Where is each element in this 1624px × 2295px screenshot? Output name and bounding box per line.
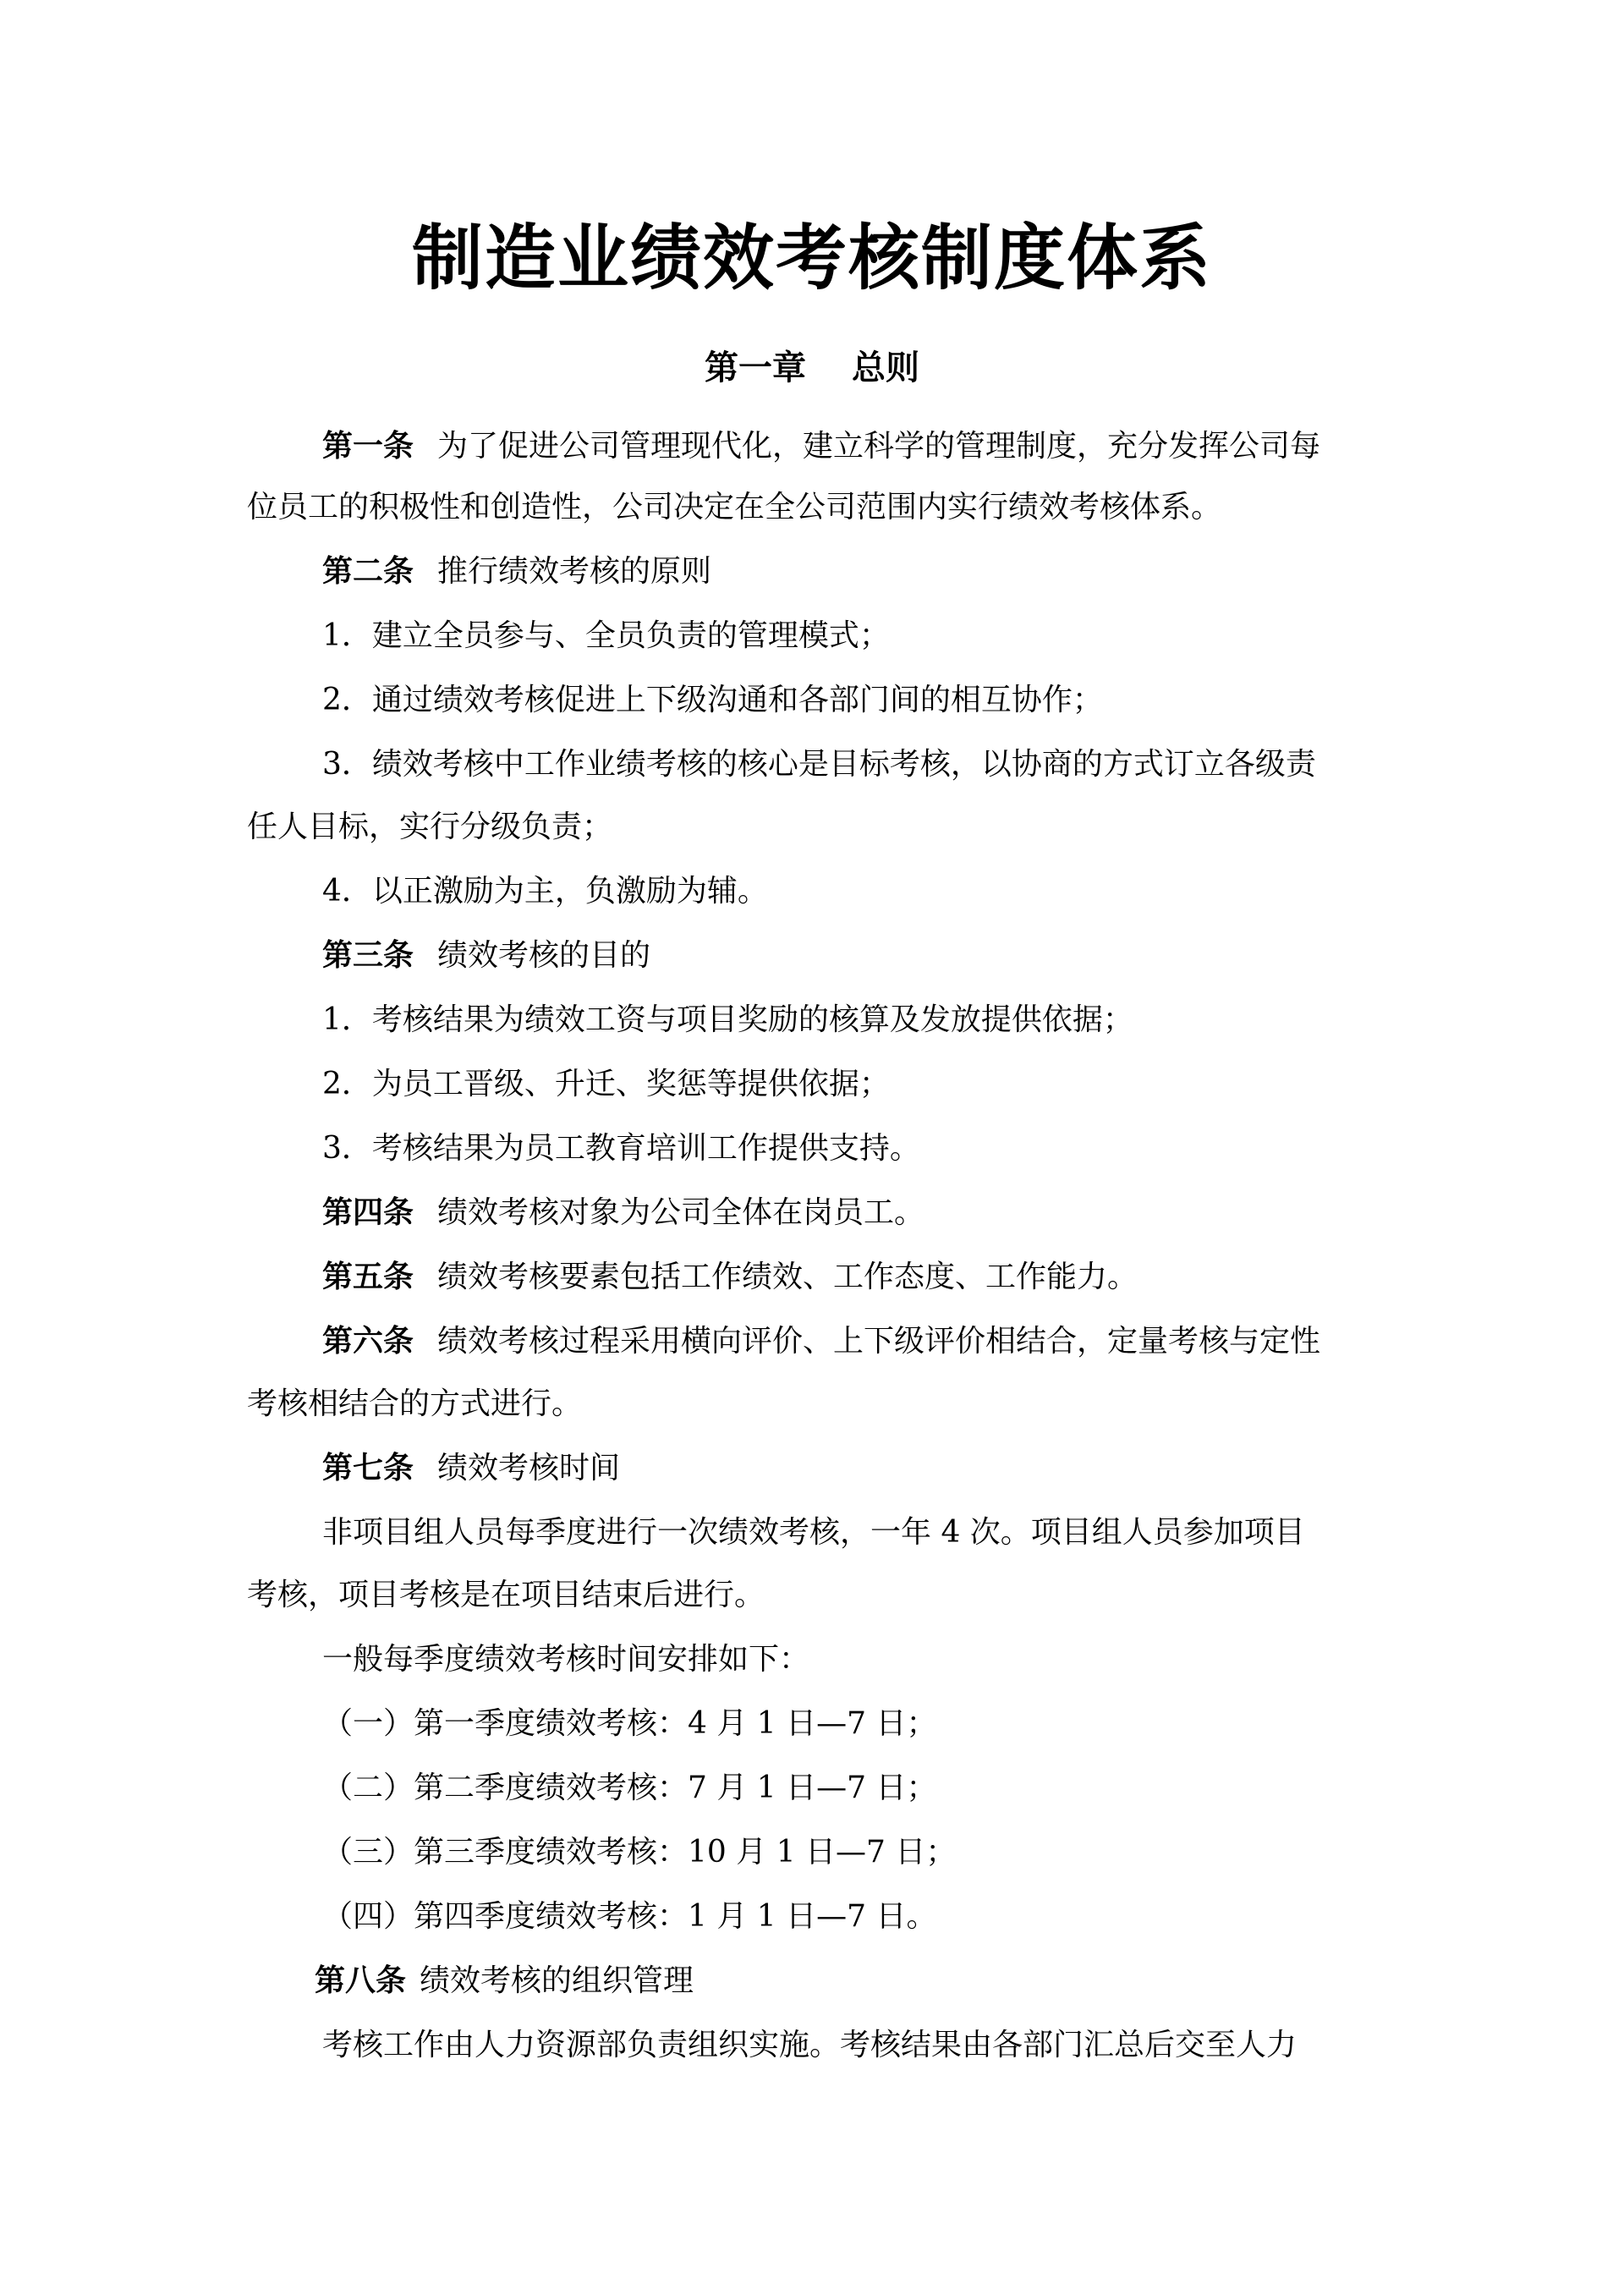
article-1-continuation: 位员工的积极性和创造性，公司决定在全公司范围内实行绩效考核体系。 xyxy=(247,490,1222,524)
article-3-heading xyxy=(322,931,650,981)
article-8-heading xyxy=(315,1956,694,2007)
article-2-item-2: 2．通过绩效考核促进上下级沟通和各部门间的相互协作； xyxy=(322,683,1103,717)
article-2-item-3: 3．绩效考核中工作业绩考核的核心是目标考核，以协商的方式订立各级责 xyxy=(322,747,1316,782)
article-6-continuation: 考核相结合的方式进行。 xyxy=(247,1386,583,1421)
article-8-text: 绩效考核的组织管理 xyxy=(420,1963,694,1998)
article-7-text: 绩效考核时间 xyxy=(437,1451,621,1485)
article-2-item-1: 1．建立全员参与、全员负责的管理模式； xyxy=(322,618,890,653)
article-1-label: 第一条 xyxy=(322,429,414,464)
article-8-paragraph-1: 考核工作由人力资源部负责组织实施。考核结果由各部门汇总后交至人力 xyxy=(322,2028,1298,2062)
article-5-label: 第五条 xyxy=(322,1260,414,1294)
schedule-q4: （四）第四季度绩效考核：1 月 1 日—7 日。 xyxy=(322,1899,937,1934)
article-7-paragraph-1-continuation: 考核，项目考核是在项目结束后进行。 xyxy=(247,1578,765,1612)
article-5-text: 绩效考核要素包括工作绩效、工作态度、工作能力。 xyxy=(437,1260,1138,1294)
article-2-label: 第二条 xyxy=(322,554,414,589)
article-3-item-1: 1．考核结果为绩效工资与项目奖励的核算及发放提供依据； xyxy=(322,1002,1133,1037)
article-1-text: 为了促进公司管理现代化，建立科学的管理制度，充分发挥公司每 xyxy=(437,429,1321,464)
article-2-item-3-continuation: 任人目标，实行分级负责； xyxy=(247,810,613,844)
article-7-paragraph-2: 一般每季度绩效考核时间安排如下： xyxy=(322,1642,810,1677)
article-7-heading xyxy=(322,1443,620,1494)
article-2-heading xyxy=(322,546,711,597)
schedule-q3: （三）第三季度绩效考核：10 月 1 日—7 日； xyxy=(322,1835,957,1869)
article-6-first-line xyxy=(322,1316,1320,1367)
article-6-label: 第六条 xyxy=(322,1324,414,1359)
article-7-label: 第七条 xyxy=(322,1451,414,1485)
document-title: 制造业绩效考核制度体系 xyxy=(411,217,1212,299)
chapter-heading: 第一章 总则 xyxy=(705,349,919,387)
article-2-text: 推行绩效考核的原则 xyxy=(437,554,712,589)
article-4-label: 第四条 xyxy=(322,1195,414,1230)
article-2-item-4: 4．以正激励为主，负激励为辅。 xyxy=(322,874,768,909)
article-8-label: 第八条 xyxy=(315,1963,407,1998)
schedule-q2: （二）第二季度绩效考核：7 月 1 日—7 日； xyxy=(322,1771,937,1805)
article-6-text: 绩效考核过程采用横向评价、上下级评价相结合，定量考核与定性 xyxy=(437,1324,1321,1359)
article-1-first-line xyxy=(322,421,1320,472)
article-3-item-3: 3．考核结果为员工教育培训工作提供支持。 xyxy=(322,1131,920,1166)
article-5 xyxy=(322,1252,1138,1303)
schedule-q1: （一）第一季度绩效考核：4 月 1 日—7 日； xyxy=(322,1706,937,1741)
article-3-label: 第三条 xyxy=(322,938,414,973)
article-4-text: 绩效考核对象为公司全体在岗员工。 xyxy=(437,1195,925,1230)
article-3-text: 绩效考核的目的 xyxy=(437,938,651,973)
article-3-item-2: 2．为员工晋级、升迁、奖惩等提供依据； xyxy=(322,1067,890,1101)
article-7-paragraph-1: 非项目组人员每季度进行一次绩效考核，一年 4 次。项目组人员参加项目 xyxy=(322,1515,1305,1550)
article-4 xyxy=(322,1188,924,1238)
